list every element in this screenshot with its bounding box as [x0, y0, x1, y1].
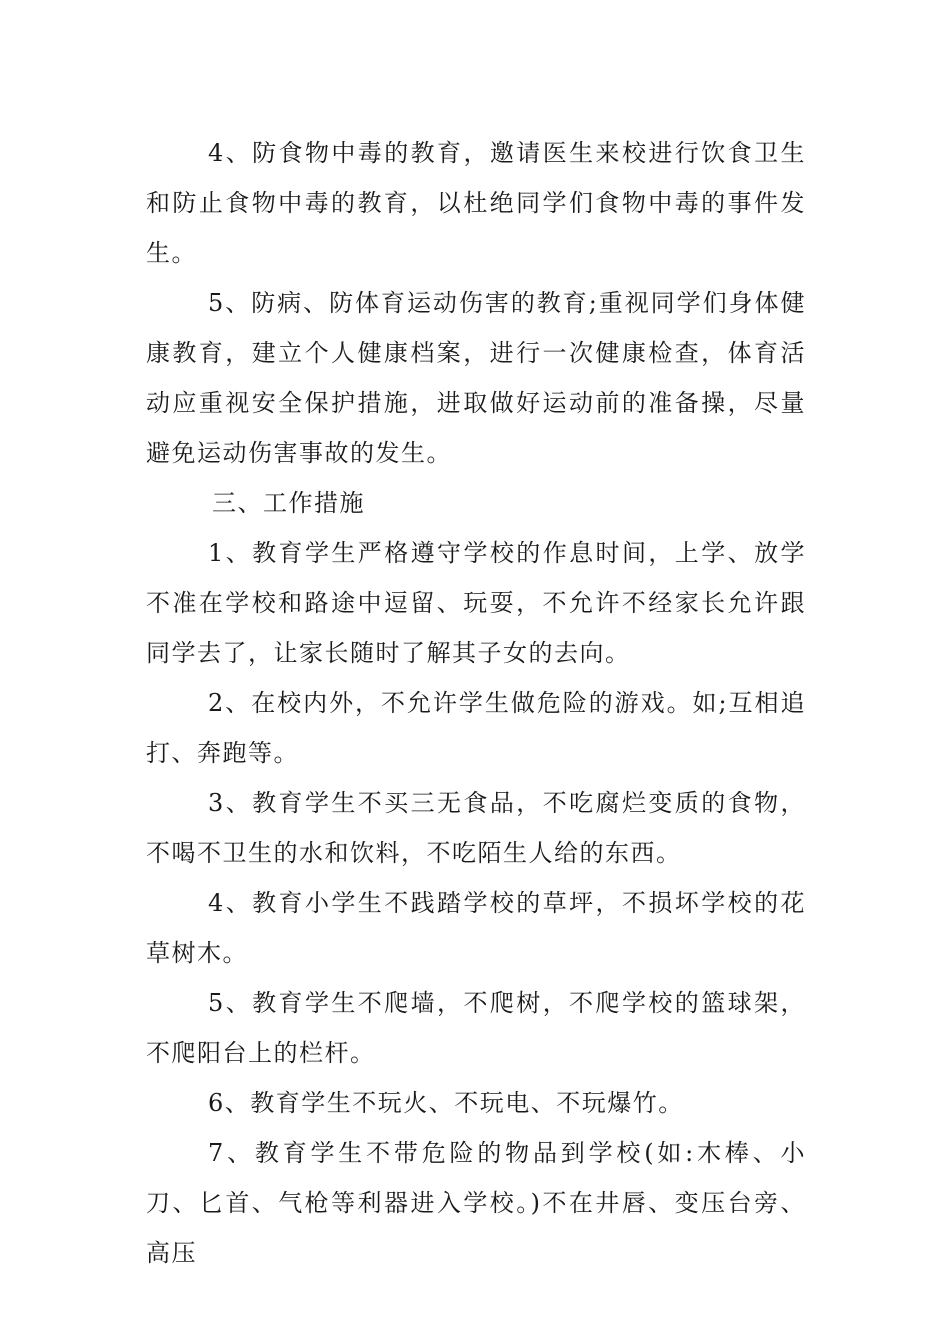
paragraph-sports-injury: 5、防病、防体育运动伤害的教育;重视同学们身体健康教育，建立个人健康档案，进行一次健康检查，体育活动应重视安全保护措施，进取做好运动前的准备操，尽量避免运动伤害事故的发生。: [146, 289, 806, 467]
paragraph-measure-6: 6、教育学生不玩火、不玩电、不玩爆竹。: [208, 1089, 684, 1117]
paragraph-food-poisoning: 4、防食物中毒的教育，邀请医生来校进行饮食卫生和防止食物中毒的教育，以杜绝同学们食物中毒的事件发生。: [146, 139, 806, 267]
paragraph-measure-1: 1、教育学生严格遵守学校的作息时间，上学、放学不准在学校和路途中逗留、玩耍，不允许不经家长允许跟同学去了，让家长随时了解其子女的去向。: [146, 539, 806, 667]
section-heading-measures: 三、工作措施: [212, 489, 365, 517]
document-body: [146, 128, 806, 1278]
paragraph-measure-3: 3、教育学生不买三无食品，不吃腐烂变质的食物，不喝不卫生的水和饮料，不吃陌生人给的东西。: [146, 789, 806, 867]
paragraph-measure-4: 4、教育小学生不践踏学校的草坪，不损坏学校的花草树木。: [146, 889, 806, 967]
paragraph-measure-5: 5、教育学生不爬墙，不爬树，不爬学校的篮球架，不爬阳台上的栏杆。: [146, 989, 806, 1067]
paragraph-measure-7: 7、教育学生不带危险的物品到学校(如:木棒、小刀、匕首、气枪等利器进入学校。)不在井唇、变压台旁、高压: [146, 1139, 806, 1267]
paragraph-measure-2: 2、在校内外，不允许学生做危险的游戏。如;互相追打、奔跑等。: [146, 689, 806, 767]
